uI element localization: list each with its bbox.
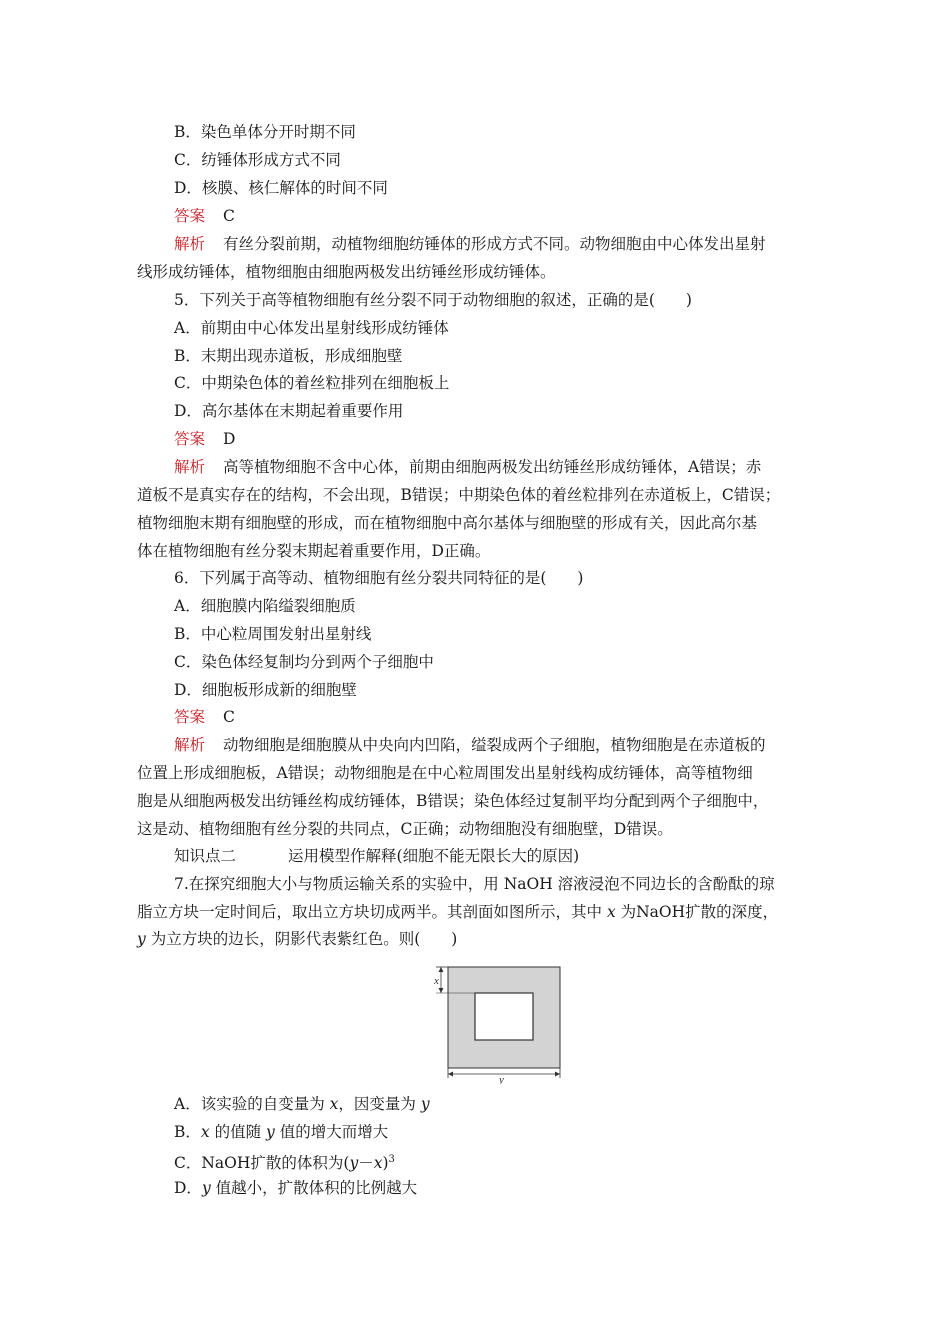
var-y: y <box>266 1123 275 1141</box>
analysis-label: 解析 <box>174 458 206 476</box>
y-dimension-label: y <box>499 1074 504 1084</box>
analysis-text: 有丝分裂前期，动植物细胞纺锤体的形成方式不同。动物细胞由中心体发出星射 <box>223 235 766 253</box>
var-y: y <box>349 1154 359 1173</box>
q5-option-b: B．末期出现赤道板，形成细胞壁 <box>174 347 403 365</box>
answer-value: D <box>223 430 236 448</box>
stem-text: 为立方块的边长，阴影代表紫红色。则( ) <box>145 930 458 948</box>
q5-analysis-line-1 <box>174 457 761 477</box>
figure-svg <box>432 958 568 1084</box>
q6-option-a: A．细胞膜内陷缢裂细胞质 <box>174 597 356 615</box>
option-text: － <box>358 1154 374 1173</box>
y-arrow-right <box>555 1072 560 1077</box>
section-label: 知识点二 <box>174 847 237 865</box>
var-x: x <box>329 1095 339 1113</box>
q4-option-c: C．纺锤体形成方式不同 <box>174 151 341 169</box>
q6-option-c: C．染色体经复制均分到两个子细胞中 <box>174 653 434 671</box>
answer-label: 答案 <box>174 708 206 726</box>
q7-stem-line-2 <box>137 902 778 922</box>
option-text: ) <box>382 1154 389 1173</box>
q6-analysis-line-2: 位置上形成细胞板，A错误；动物细胞是在中心粒周围发出星射线构成纺锤体，高等植物细 <box>137 764 753 782</box>
q7-option-b <box>174 1122 388 1142</box>
answer-value: C <box>223 207 235 225</box>
q5-option-d: D．高尔基体在末期起着重要作用 <box>174 402 404 420</box>
q5-analysis-line-4: 体在植物细胞有丝分裂末期起着重要作用，D正确。 <box>137 542 491 560</box>
q5-option-a: A．前期由中心体发出星射线形成纺锤体 <box>174 319 449 337</box>
analysis-text: 高等植物细胞不含中心体，前期由细胞两极发出纺锤丝形成纺锤体，A错误；赤 <box>223 458 762 476</box>
q5-stem: 5．下列关于高等植物细胞有丝分裂不同于动物细胞的叙述，正确的是( ) <box>174 291 692 309</box>
q7-stem-line-3 <box>137 929 457 949</box>
agar-cube-cross-section-figure <box>432 958 568 1084</box>
x-arrow-top <box>439 967 444 972</box>
answer-label: 答案 <box>174 207 206 225</box>
q4-answer <box>174 206 235 226</box>
option-text: C．NaOH扩散的体积为( <box>174 1154 350 1173</box>
exponent: 3 <box>388 1154 395 1165</box>
option-text: A．该实验的自变量为 <box>174 1095 330 1113</box>
q5-analysis-line-2: 道板不是真实存在的结构，不会出现，B错误；中期染色体的着丝粒排列在赤道板上，C错误； <box>137 486 781 504</box>
option-text: ，因变量为 <box>338 1095 421 1113</box>
option-text: 的值随 <box>209 1123 266 1141</box>
q5-analysis-line-3: 植物细胞末期有细胞壁的形成，而在植物细胞中高尔基体与细胞壁的形成有关，因此高尔基 <box>137 514 758 532</box>
var-y: y <box>420 1095 430 1113</box>
q5-option-c: C．中期染色体的着丝粒排列在细胞板上 <box>174 374 450 392</box>
q6-analysis-line-3: 胞是从细胞两极发出纺锤丝构成纺锤体，B错误；染色体经过复制平均分配到两个子细胞中， <box>137 792 769 810</box>
x-arrow-bottom <box>439 988 444 993</box>
answer-value: C <box>223 708 235 726</box>
answer-label: 答案 <box>174 430 206 448</box>
q4-analysis-line-2: 线形成纺锤体，植物细胞由细胞两极发出纺锤丝形成纺锤体。 <box>137 263 556 281</box>
analysis-text: 动物细胞是细胞膜从中央向内凹陷，缢裂成两个子细胞，植物细胞是在赤道板的 <box>223 736 766 754</box>
analysis-label: 解析 <box>174 736 206 754</box>
stem-text: 为NaOH扩散的深度， <box>615 903 779 921</box>
section-title: 运用模型作解释(细胞不能无限长大的原因) <box>288 847 580 865</box>
stem-text: 脂立方块一定时间后，取出立方块切成两半。其剖面如图所示，其中 <box>137 903 607 921</box>
option-text: B． <box>174 1123 201 1141</box>
q6-option-b: B．中心粒周围发射出星射线 <box>174 625 372 643</box>
analysis-label: 解析 <box>174 235 206 253</box>
q6-analysis-line-4: 这是动、植物细胞有丝分裂的共同点，C正确；动物细胞没有细胞壁，D错误。 <box>137 820 673 838</box>
x-dimension-label: x <box>434 975 439 987</box>
option-text: D． <box>174 1179 202 1197</box>
var-x: x <box>373 1154 383 1173</box>
option-text: 值越小，扩散体积的比例越大 <box>210 1179 418 1197</box>
section-heading <box>174 846 579 866</box>
y-arrow-left <box>448 1072 453 1077</box>
q7-option-c <box>174 1150 395 1173</box>
q4-analysis-line-1 <box>174 234 766 254</box>
var-x: x <box>606 903 616 921</box>
var-y: y <box>201 1179 211 1197</box>
q5-answer <box>174 429 235 449</box>
q6-answer <box>174 707 235 727</box>
q7-option-a <box>174 1094 430 1114</box>
q7-stem-line-1: 7.在探究细胞大小与物质运输关系的实验中，用 NaOH 溶液浸泡不同边长的含酚酞的琼 <box>174 875 775 893</box>
q6-option-d: D．细胞板形成新的细胞壁 <box>174 681 357 699</box>
q6-analysis-line-1 <box>174 735 766 755</box>
inner-unshaded-square <box>475 993 533 1040</box>
q4-option-d: D．核膜、核仁解体的时间不同 <box>174 179 388 197</box>
q6-stem: 6．下列属于高等动、植物细胞有丝分裂共同特征的是( ) <box>174 569 584 587</box>
var-y: y <box>137 930 146 948</box>
option-text: 值的增大而增大 <box>274 1123 389 1141</box>
q4-option-b: B．染色单体分开时期不同 <box>174 123 356 141</box>
q7-option-d <box>174 1178 417 1198</box>
var-x: x <box>200 1123 210 1141</box>
